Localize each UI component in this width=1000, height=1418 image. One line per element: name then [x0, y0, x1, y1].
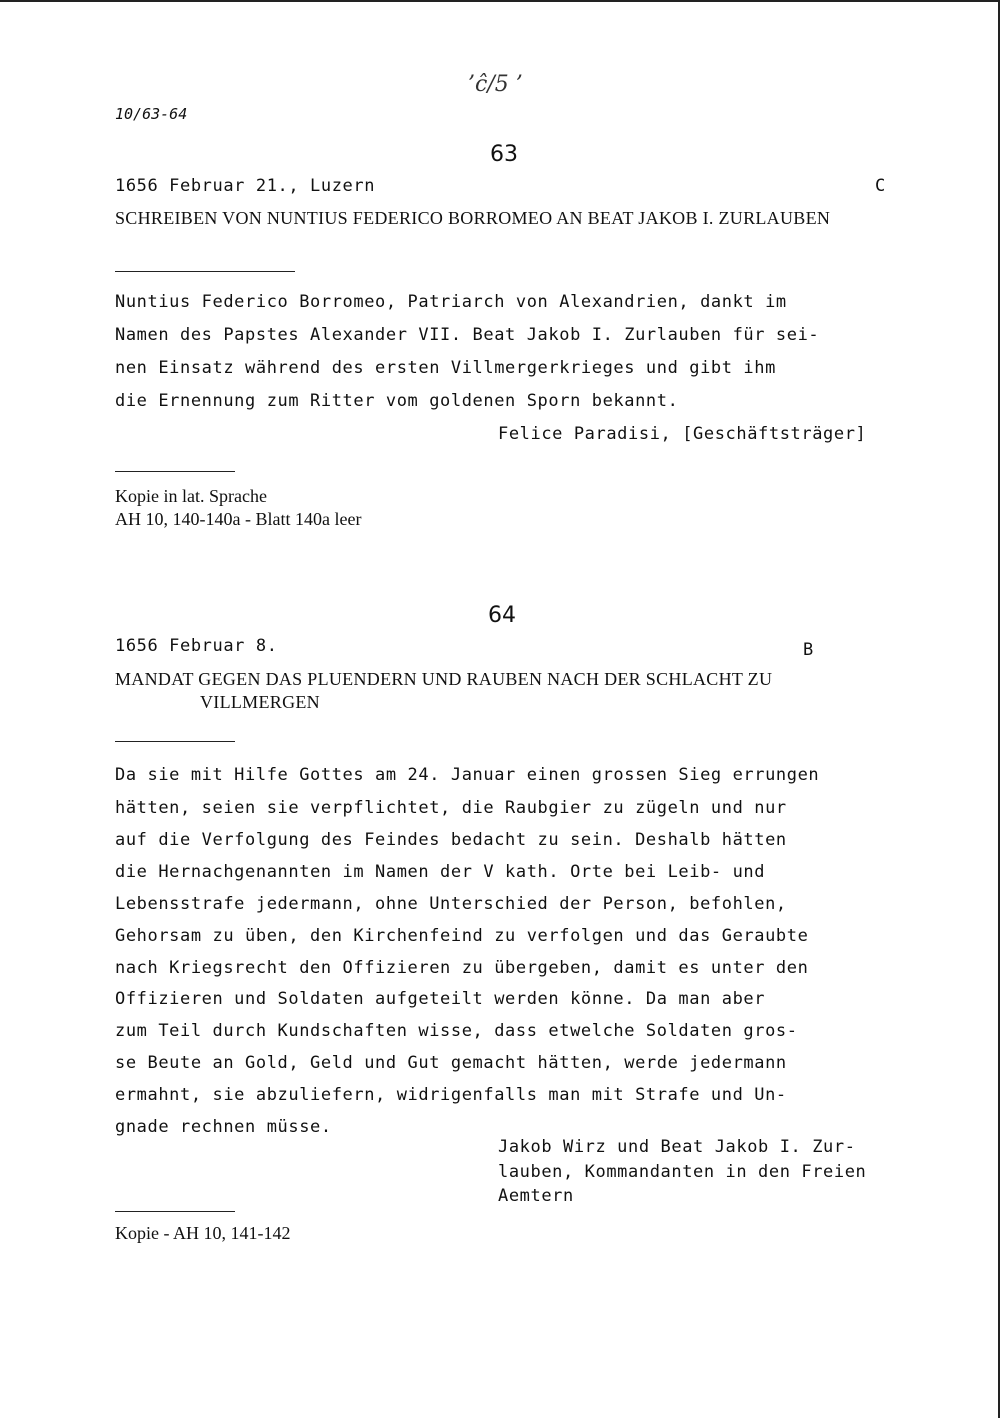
- doc2-source: Kopie - AH 10, 141-142: [115, 1223, 291, 1243]
- archive-reference: 10/63-64: [115, 105, 188, 123]
- summary-line: hätten, seien sie verpflichtet, die Raubgier zu zügeln und nur: [115, 798, 787, 818]
- summary-line: Gehorsam zu üben, den Kirchenfeind zu verfolgen und das Geraubte: [115, 926, 809, 946]
- doc1-signature: Felice Paradisi, [Geschäftsträger]: [498, 424, 867, 444]
- summary-line: zum Teil durch Kundschaften wisse, dass etwelche Soldaten gros-: [115, 1021, 798, 1041]
- doc1-source-line: AH 10, 140-140a - Blatt 140a leer: [115, 509, 362, 529]
- summary-line: Da sie mit Hilfe Gottes am 24. Januar einen grossen Sieg errungen: [115, 765, 820, 785]
- doc2-title-line: VILLMERGEN: [200, 692, 320, 712]
- doc1-source-line: Kopie in lat. Sprache: [115, 486, 267, 506]
- summary-line: Namen des Papstes Alexander VII. Beat Jakob I. Zurlauben für sei-: [115, 325, 820, 345]
- doc2-signature-line: Aemtern: [498, 1186, 574, 1206]
- divider: [115, 271, 295, 272]
- summary-line: Lebensstrafe jedermann, ohne Unterschied der Person, befohlen,: [115, 894, 787, 914]
- summary-line: nen Einsatz während des ersten Villmergerkrieges und gibt ihm: [115, 358, 776, 378]
- doc2-signature-line: Jakob Wirz und Beat Jakob I. Zur-: [498, 1137, 856, 1157]
- doc2-class: B: [803, 640, 814, 660]
- summary-line: nach Kriegsrecht den Offizieren zu übergeben, damit es unter den: [115, 958, 809, 978]
- divider: [115, 1211, 235, 1212]
- summary-line: die Ernennung zum Ritter vom goldenen Sporn bekannt.: [115, 391, 679, 411]
- doc-number-64: 64: [488, 603, 516, 628]
- summary-line: se Beute an Gold, Geld und Gut gemacht hätten, werde jedermann: [115, 1053, 787, 1073]
- doc2-date-place: 1656 Februar 8.: [115, 636, 278, 656]
- summary-line: Nuntius Federico Borromeo, Patriarch von Alexandrien, dankt im: [115, 292, 787, 312]
- doc2-signature-line: lauben, Kommandanten in den Freien: [498, 1162, 867, 1182]
- doc1-date-place: 1656 Februar 21., Luzern: [115, 176, 376, 196]
- divider: [115, 471, 235, 472]
- summary-line: auf die Verfolgung des Feindes bedacht zu sein. Deshalb hätten: [115, 830, 787, 850]
- summary-line: Offizieren und Soldaten aufgeteilt werden könne. Da man aber: [115, 989, 766, 1009]
- divider: [115, 741, 235, 742]
- handwritten-folio-mark: ’ĉ/5 ’: [468, 72, 523, 97]
- summary-line: die Hernachgenannten im Namen der V kath. Orte bei Leib- und: [115, 862, 766, 882]
- doc2-title-line: MANDAT GEGEN DAS PLUENDERN UND RAUBEN NACH DER SCHLACHT ZU: [115, 669, 773, 689]
- doc1-class: C: [875, 176, 886, 196]
- doc1-title: SCHREIBEN VON NUNTIUS FEDERICO BORROMEO AN BEAT JAKOB I. ZURLAUBEN: [115, 208, 831, 228]
- summary-line: ermahnt, sie abzuliefern, widrigenfalls man mit Strafe und Un-: [115, 1085, 787, 1105]
- doc-number-63: 63: [490, 142, 518, 167]
- summary-line: gnade rechnen müsse.: [115, 1117, 332, 1137]
